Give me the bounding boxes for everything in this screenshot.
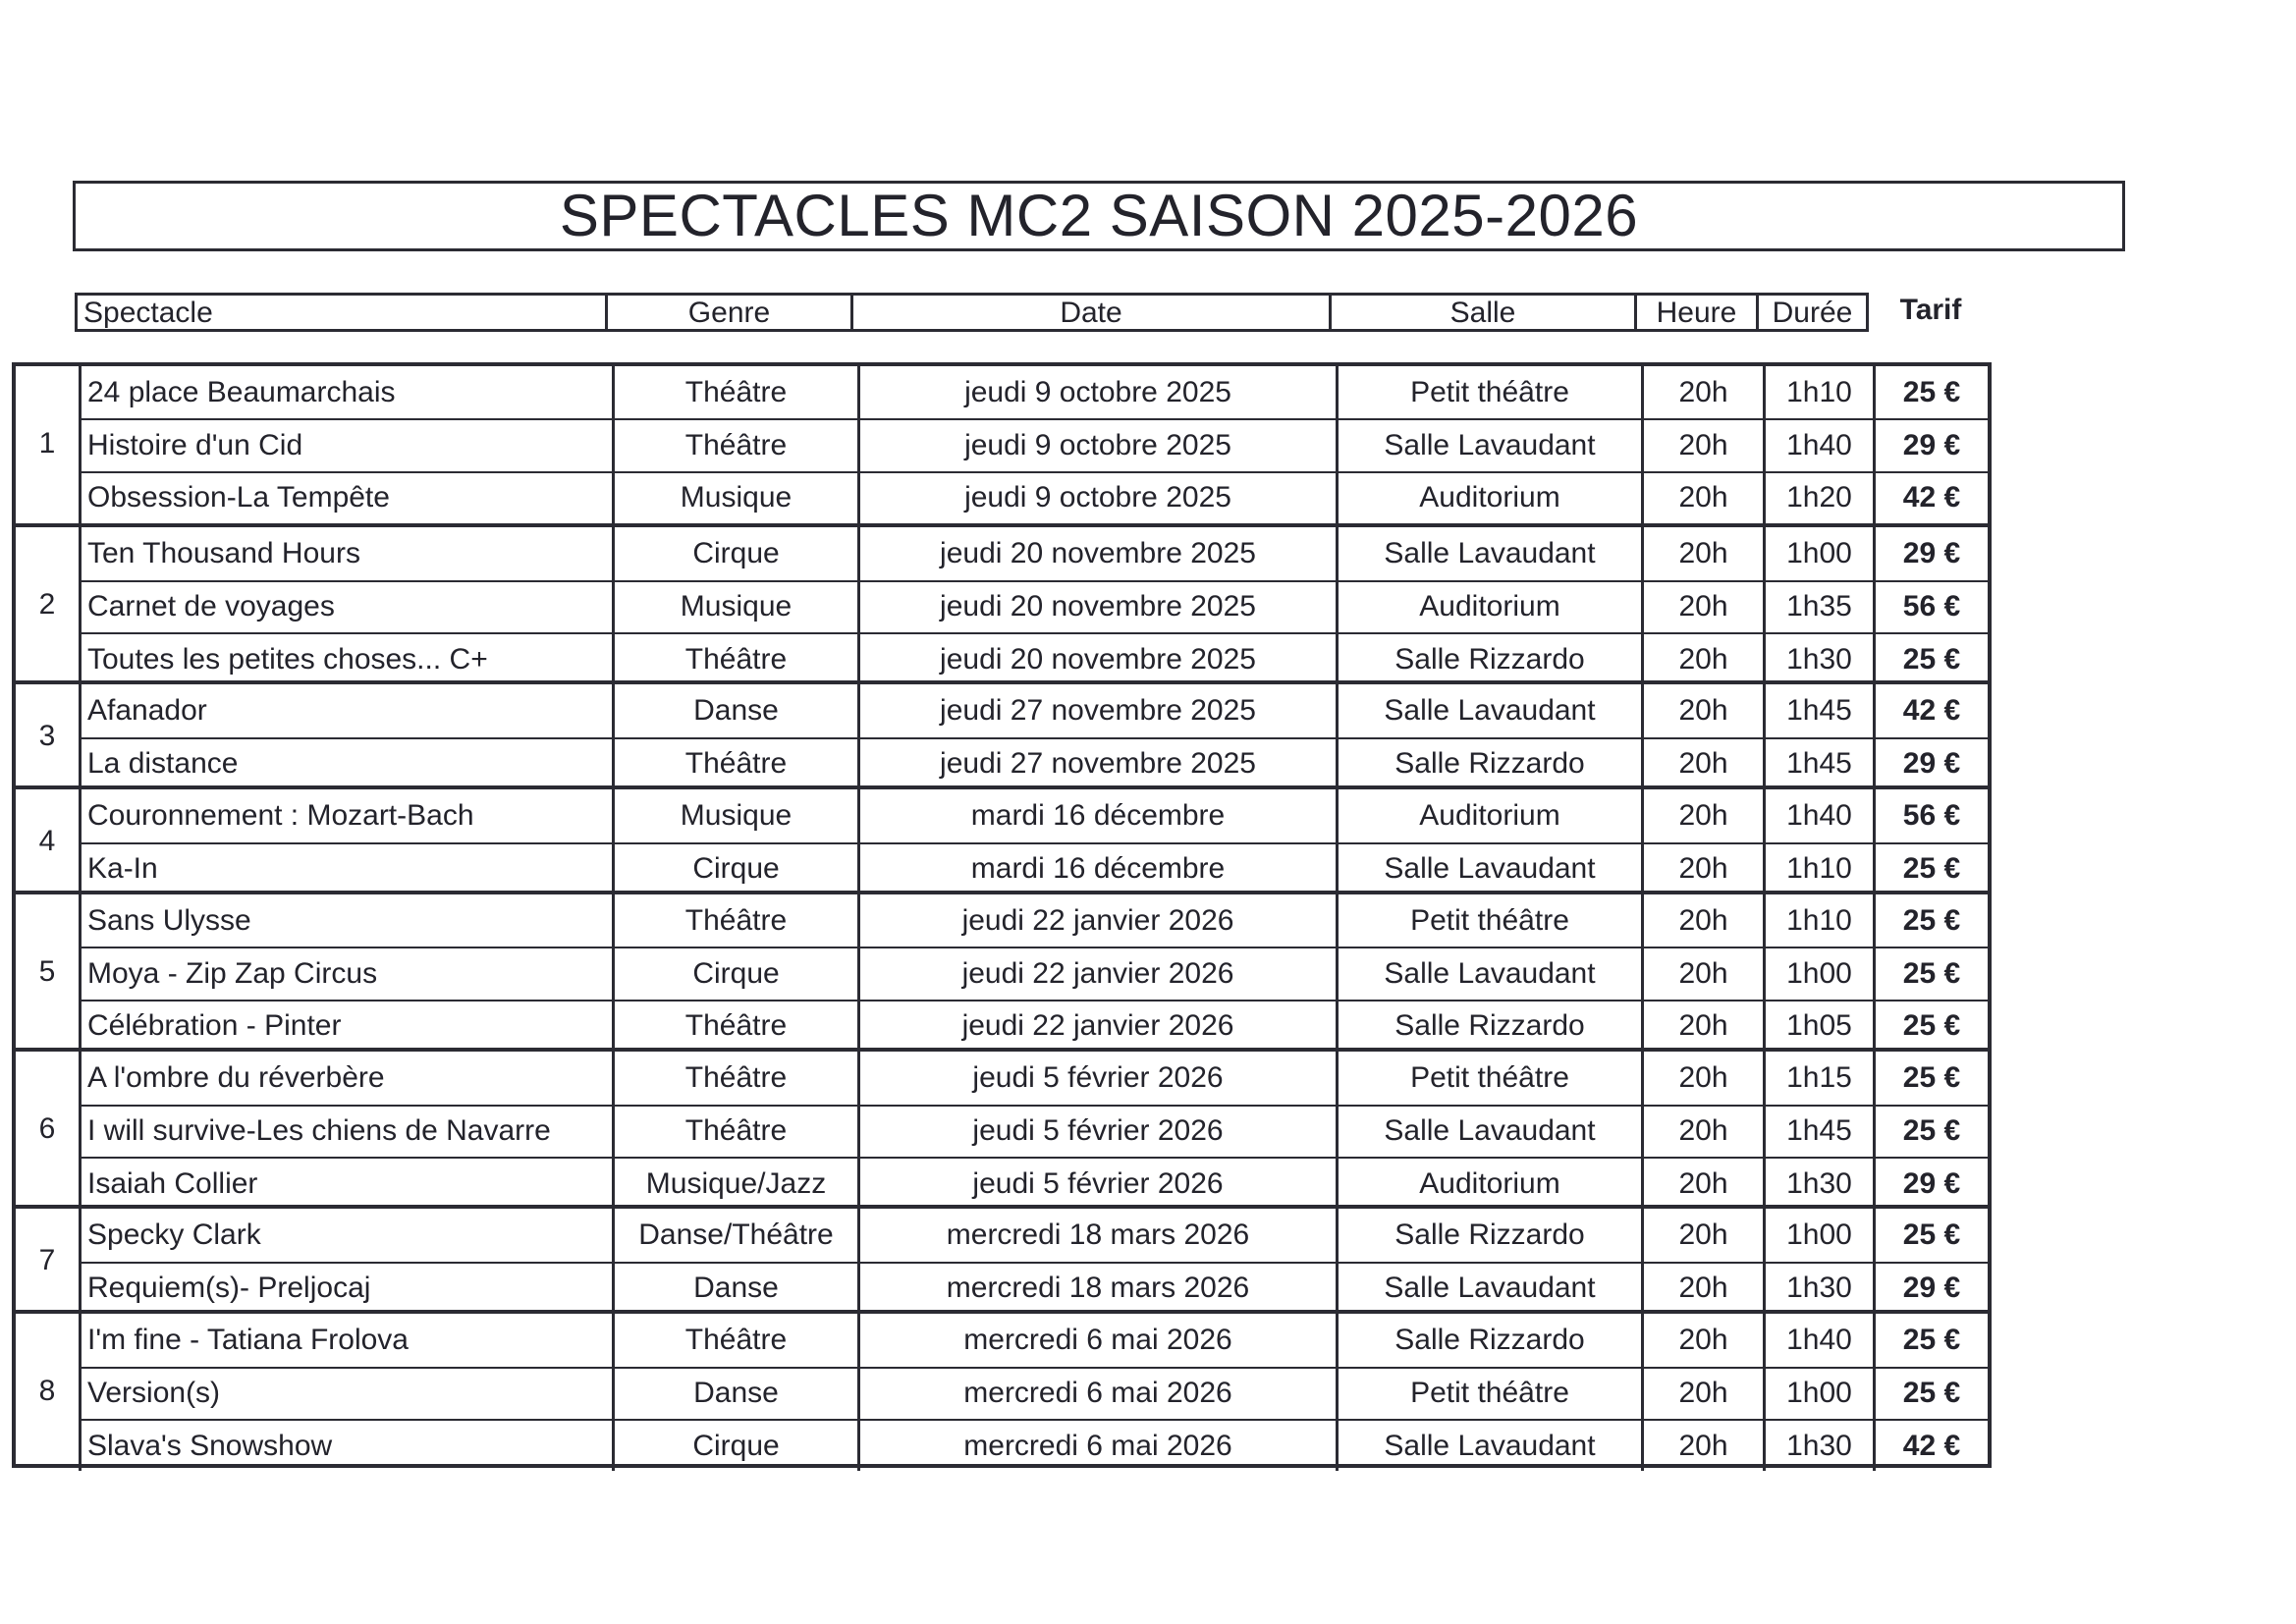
cell-tarif: 25 €	[1873, 894, 1988, 947]
cell-spectacle: Couronnement : Mozart-Bach	[79, 789, 612, 841]
table-row	[79, 471, 1988, 523]
cell-genre: Théâtre	[612, 366, 857, 418]
cell-duree: 1h30	[1763, 634, 1873, 684]
header-spectacle: Spectacle	[75, 293, 608, 332]
cell-salle: Salle Lavaudant	[1336, 684, 1641, 736]
cell-genre: Cirque	[612, 527, 857, 579]
table-row	[79, 789, 1988, 841]
cell-heure: 20h	[1641, 894, 1763, 947]
cell-heure: 20h	[1641, 582, 1763, 632]
cell-date: mercredi 6 mai 2026	[857, 1369, 1336, 1419]
cell-genre: Musique	[612, 582, 857, 632]
cell-date: jeudi 20 novembre 2025	[857, 527, 1336, 579]
table-row	[79, 1105, 1988, 1157]
group-2	[16, 523, 1988, 680]
cell-duree: 1h40	[1763, 1314, 1873, 1366]
cell-date: jeudi 9 octobre 2025	[857, 473, 1336, 523]
table-row	[79, 580, 1988, 632]
cell-tarif: 29 €	[1873, 739, 1988, 789]
cell-heure: 20h	[1641, 684, 1763, 736]
cell-date: jeudi 9 octobre 2025	[857, 366, 1336, 418]
cell-salle: Petit théâtre	[1336, 1052, 1641, 1104]
cell-spectacle: Célébration - Pinter	[79, 1001, 612, 1052]
cell-salle: Petit théâtre	[1336, 894, 1641, 947]
cell-duree: 1h40	[1763, 420, 1873, 470]
table-row	[79, 1314, 1988, 1366]
cell-salle: Salle Rizzardo	[1336, 634, 1641, 684]
cell-duree: 1h00	[1763, 948, 1873, 999]
cell-date: mercredi 6 mai 2026	[857, 1421, 1336, 1471]
cell-duree: 1h00	[1763, 1369, 1873, 1419]
cell-spectacle: I'm fine - Tatiana Frolova	[79, 1314, 612, 1366]
cell-genre: Musique	[612, 473, 857, 523]
table-row	[79, 1209, 1988, 1261]
cell-tarif: 42 €	[1873, 684, 1988, 736]
cell-spectacle: Specky Clark	[79, 1209, 612, 1261]
cell-duree: 1h05	[1763, 1001, 1873, 1052]
cell-salle: Salle Lavaudant	[1336, 844, 1641, 894]
cell-duree: 1h20	[1763, 473, 1873, 523]
cell-duree: 1h10	[1763, 844, 1873, 894]
cell-tarif: 42 €	[1873, 473, 1988, 523]
cell-spectacle: Sans Ulysse	[79, 894, 612, 947]
cell-genre: Théâtre	[612, 1314, 857, 1366]
cell-duree: 1h45	[1763, 739, 1873, 789]
group-number: 2	[38, 588, 56, 622]
cell-spectacle: 24 place Beaumarchais	[79, 366, 612, 418]
cell-genre: Danse	[612, 1264, 857, 1314]
cell-date: mercredi 18 mars 2026	[857, 1264, 1336, 1314]
cell-salle: Salle Rizzardo	[1336, 1209, 1641, 1261]
cell-heure: 20h	[1641, 948, 1763, 999]
cell-salle: Salle Lavaudant	[1336, 948, 1641, 999]
group-number: 1	[38, 427, 56, 460]
cell-date: jeudi 22 janvier 2026	[857, 948, 1336, 999]
cell-heure: 20h	[1641, 789, 1763, 841]
cell-date: mercredi 6 mai 2026	[857, 1314, 1336, 1366]
cell-salle: Auditorium	[1336, 582, 1641, 632]
cell-date: jeudi 27 novembre 2025	[857, 684, 1336, 736]
cell-duree: 1h30	[1763, 1421, 1873, 1471]
cell-duree: 1h10	[1763, 366, 1873, 418]
cell-date: jeudi 27 novembre 2025	[857, 739, 1336, 789]
header-tarif: Tarif	[1899, 294, 1962, 326]
cell-date: jeudi 5 février 2026	[857, 1107, 1336, 1157]
cell-spectacle: La distance	[79, 739, 612, 789]
cell-spectacle: Moya - Zip Zap Circus	[79, 948, 612, 999]
cell-salle: Salle Rizzardo	[1336, 739, 1641, 789]
cell-heure: 20h	[1641, 473, 1763, 523]
cell-genre: Musique	[612, 789, 857, 841]
cell-heure: 20h	[1641, 366, 1763, 418]
group-number: 5	[38, 955, 56, 989]
table-row	[79, 737, 1988, 789]
schedule-table	[12, 362, 1992, 1468]
cell-date: jeudi 22 janvier 2026	[857, 1001, 1336, 1052]
cell-salle: Salle Lavaudant	[1336, 1107, 1641, 1157]
cell-duree: 1h00	[1763, 527, 1873, 579]
cell-spectacle: I will survive-Les chiens de Navarre	[79, 1107, 612, 1157]
cell-genre: Cirque	[612, 844, 857, 894]
cell-spectacle: Histoire d'un Cid	[79, 420, 612, 470]
cell-salle: Salle Lavaudant	[1336, 1264, 1641, 1314]
cell-duree: 1h45	[1763, 684, 1873, 736]
table-row	[79, 366, 1988, 418]
cell-salle: Salle Rizzardo	[1336, 1001, 1641, 1052]
group-5	[16, 891, 1988, 1048]
cell-spectacle: Obsession-La Tempête	[79, 473, 612, 523]
cell-duree: 1h30	[1763, 1159, 1873, 1209]
header-date: Date	[853, 293, 1332, 332]
table-row	[79, 1262, 1988, 1314]
cell-salle: Auditorium	[1336, 473, 1641, 523]
cell-duree: 1h15	[1763, 1052, 1873, 1104]
cell-duree: 1h45	[1763, 1107, 1873, 1157]
group-6	[16, 1048, 1988, 1205]
cell-date: mardi 16 décembre	[857, 789, 1336, 841]
table-row	[79, 684, 1988, 736]
table-row	[79, 1367, 1988, 1419]
cell-tarif: 25 €	[1873, 1107, 1988, 1157]
cell-salle: Salle Lavaudant	[1336, 420, 1641, 470]
cell-genre: Cirque	[612, 1421, 857, 1471]
cell-salle: Salle Lavaudant	[1336, 527, 1641, 579]
page-title: SPECTACLES MC2 SAISON 2025-2026	[73, 181, 2125, 251]
header-duree: Durée	[1759, 293, 1869, 332]
cell-spectacle: Slava's Snowshow	[79, 1421, 612, 1471]
table-row	[79, 1000, 1988, 1052]
cell-tarif: 25 €	[1873, 1369, 1988, 1419]
group-8	[16, 1310, 1988, 1467]
cell-genre: Danse	[612, 684, 857, 736]
cell-genre: Théâtre	[612, 634, 857, 684]
cell-tarif: 25 €	[1873, 1001, 1988, 1052]
cell-date: jeudi 5 février 2026	[857, 1052, 1336, 1104]
cell-heure: 20h	[1641, 1159, 1763, 1209]
cell-heure: 20h	[1641, 1107, 1763, 1157]
cell-date: jeudi 20 novembre 2025	[857, 634, 1336, 684]
cell-tarif: 25 €	[1873, 1314, 1988, 1366]
cell-duree: 1h35	[1763, 582, 1873, 632]
table-row	[79, 1052, 1988, 1104]
cell-tarif: 25 €	[1873, 1052, 1988, 1104]
cell-tarif: 56 €	[1873, 582, 1988, 632]
group-number: 6	[38, 1112, 56, 1146]
table-row	[79, 527, 1988, 579]
cell-salle: Salle Rizzardo	[1336, 1314, 1641, 1366]
cell-date: jeudi 20 novembre 2025	[857, 582, 1336, 632]
group-7	[16, 1205, 1988, 1310]
table-row	[79, 1157, 1988, 1209]
group-1	[16, 366, 1988, 523]
header-heure: Heure	[1637, 293, 1759, 332]
cell-tarif: 25 €	[1873, 948, 1988, 999]
cell-genre: Théâtre	[612, 1001, 857, 1052]
cell-tarif: 29 €	[1873, 1159, 1988, 1209]
table-row	[79, 842, 1988, 894]
cell-heure: 20h	[1641, 1052, 1763, 1104]
cell-spectacle: Version(s)	[79, 1369, 612, 1419]
cell-spectacle: Requiem(s)- Preljocaj	[79, 1264, 612, 1314]
cell-date: jeudi 5 février 2026	[857, 1159, 1336, 1209]
cell-heure: 20h	[1641, 634, 1763, 684]
header-salle: Salle	[1332, 293, 1637, 332]
cell-duree: 1h10	[1763, 894, 1873, 947]
group-number: 8	[38, 1375, 56, 1408]
table-row	[79, 894, 1988, 947]
cell-genre: Cirque	[612, 948, 857, 999]
cell-genre: Théâtre	[612, 420, 857, 470]
cell-genre: Théâtre	[612, 894, 857, 947]
cell-genre: Musique/Jazz	[612, 1159, 857, 1209]
cell-spectacle: Ka-In	[79, 844, 612, 894]
cell-heure: 20h	[1641, 844, 1763, 894]
cell-genre: Danse/Théâtre	[612, 1209, 857, 1261]
cell-spectacle: Ten Thousand Hours	[79, 527, 612, 579]
cell-date: mercredi 18 mars 2026	[857, 1209, 1336, 1261]
cell-salle: Salle Lavaudant	[1336, 1421, 1641, 1471]
cell-tarif: 25 €	[1873, 366, 1988, 418]
cell-salle: Auditorium	[1336, 789, 1641, 841]
cell-spectacle: Toutes les petites choses... C+	[79, 634, 612, 684]
group-number: 7	[38, 1243, 56, 1276]
cell-spectacle: Carnet de voyages	[79, 582, 612, 632]
cell-genre: Théâtre	[612, 1107, 857, 1157]
cell-tarif: 25 €	[1873, 1209, 1988, 1261]
header-genre: Genre	[608, 293, 853, 332]
cell-duree: 1h00	[1763, 1209, 1873, 1261]
table-row	[79, 1419, 1988, 1471]
group-number: 3	[38, 719, 56, 752]
cell-genre: Théâtre	[612, 739, 857, 789]
cell-salle: Petit théâtre	[1336, 1369, 1641, 1419]
cell-spectacle: Afanador	[79, 684, 612, 736]
group-number: 4	[38, 824, 56, 857]
cell-genre: Danse	[612, 1369, 857, 1419]
table-row	[79, 947, 1988, 999]
cell-duree: 1h30	[1763, 1264, 1873, 1314]
cell-tarif: 29 €	[1873, 1264, 1988, 1314]
cell-date: jeudi 22 janvier 2026	[857, 894, 1336, 947]
cell-heure: 20h	[1641, 420, 1763, 470]
cell-heure: 20h	[1641, 1001, 1763, 1052]
cell-genre: Théâtre	[612, 1052, 857, 1104]
cell-heure: 20h	[1641, 1209, 1763, 1261]
cell-heure: 20h	[1641, 527, 1763, 579]
cell-tarif: 25 €	[1873, 844, 1988, 894]
cell-heure: 20h	[1641, 1264, 1763, 1314]
cell-spectacle: Isaiah Collier	[79, 1159, 612, 1209]
cell-heure: 20h	[1641, 1314, 1763, 1366]
cell-spectacle: A l'ombre du réverbère	[79, 1052, 612, 1104]
cell-tarif: 42 €	[1873, 1421, 1988, 1471]
table-row	[79, 632, 1988, 684]
table-row	[79, 418, 1988, 470]
cell-heure: 20h	[1641, 1421, 1763, 1471]
cell-tarif: 29 €	[1873, 420, 1988, 470]
cell-tarif: 56 €	[1873, 789, 1988, 841]
cell-heure: 20h	[1641, 739, 1763, 789]
cell-date: jeudi 9 octobre 2025	[857, 420, 1336, 470]
cell-salle: Petit théâtre	[1336, 366, 1641, 418]
cell-duree: 1h40	[1763, 789, 1873, 841]
cell-date: mardi 16 décembre	[857, 844, 1336, 894]
cell-heure: 20h	[1641, 1369, 1763, 1419]
cell-tarif: 25 €	[1873, 634, 1988, 684]
group-3	[16, 680, 1988, 785]
group-4	[16, 785, 1988, 891]
cell-salle: Auditorium	[1336, 1159, 1641, 1209]
cell-tarif: 29 €	[1873, 527, 1988, 579]
